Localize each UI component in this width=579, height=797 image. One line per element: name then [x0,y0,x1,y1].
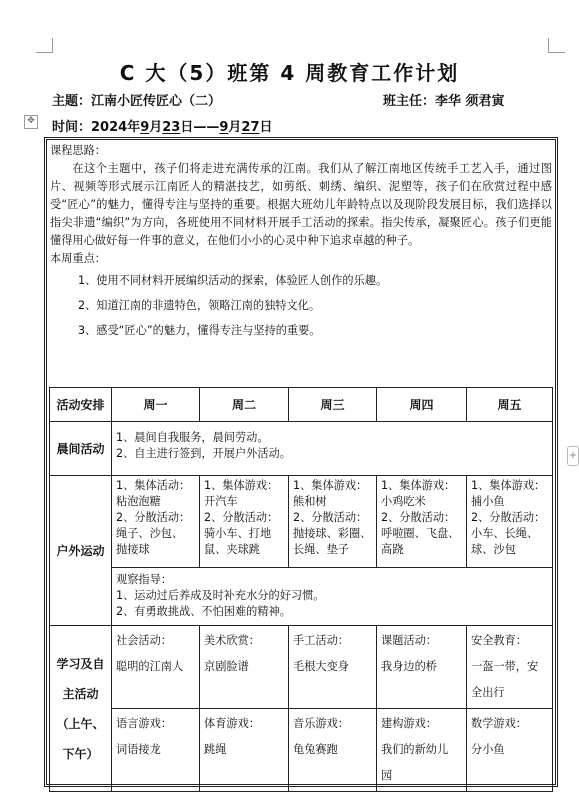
outdoor-day-cell [467,476,553,568]
move-handle-icon[interactable]: ✥ [24,115,38,129]
cell-line: 课题活动： [381,634,437,647]
header-cell: 周一 [112,388,200,422]
cell-line: 1、集体游戏： [204,479,279,492]
morning-content [112,422,553,476]
cell-line: 跳绳 [204,743,227,756]
cell-line: 高跷 [381,543,404,556]
focus-heading: 本周重点： [50,252,106,265]
document-title: C 大（5）班第 4 周教育工作计划 [119,61,460,85]
intro-paragraph: 在这个主题中，孩子们将走进充满传承的江南。我们从了解江南地区传统手工艺入手，通过图片、视频等形式展示江南匠人的精湛技艺，如剪纸、刺绣、编织、泥塑等，孩子们在欣赏过程中感受“匠心”的魅力，懂得专注与坚持的重要。根据大班幼儿年龄特点以及现阶段发展目标，我们选择以指尖非遗“编织”为方向，各班使用不同材料开展手工活动的探索。指尖传承，凝聚匠心。孩子们更能懂得用心做好每一件事的意义，在他们小小的心灵中种下追求卓越的种子。 [50,162,552,247]
row-head: 户外运动 [50,476,112,626]
cell-line: 绳子、沙包、 [116,527,184,540]
header-cell: 周五 [467,388,553,422]
crop-mark-top-right [548,38,565,53]
cell-line: 分小鱼 [471,743,505,756]
time-text: 月 [228,120,242,135]
learning-row [50,709,553,792]
morning-row [50,422,553,476]
time-prefix: 时间：2024年 [52,120,141,135]
cell-line: 小鸡吃米 [381,495,426,508]
cell-line: 粘泡泡糖 [116,495,161,508]
cell-line: 聪明的江南人 [116,660,184,673]
time-text: 月 [149,120,163,135]
learning-cell [200,626,289,709]
cell-line: 词语接龙 [116,743,161,756]
cell-line: 数学游戏： [471,717,527,730]
cell-line: 我身边的桥 [381,660,437,673]
cell-line: 球、沙包 [471,543,516,556]
cell-line: 一盔一带，安 [471,660,539,673]
observation-guide [112,568,553,626]
morning-line: 2、自主进行签到，开展户外活动。 [116,447,291,460]
learning-cell [377,709,467,792]
learning-cell [467,626,553,709]
row-head-line: 学习及自 [56,656,105,671]
cell-line: 1、集体游戏： [471,479,546,492]
cell-line: 开汽车 [204,495,238,508]
cell-line: 安全教育： [471,634,527,647]
cell-line: 1、集体活动： [116,479,191,492]
theme-label: 主题：江南小匠传匠心（二） [52,94,222,109]
cell-line: 毛根大变身 [293,660,349,673]
focus-item: 2、知道江南的非遗特色，领略江南的独特文化。 [78,299,321,312]
cell-line: 2、分散活动： [293,511,368,524]
row-head: 晨间活动 [50,422,112,476]
cell-line: 手工活动： [293,634,349,647]
cell-line: 呼啦圈、飞盘、 [381,527,460,540]
row-head-line: 下午） [62,746,99,761]
start-month: 9 [140,120,150,135]
cell-line: 语言游戏： [116,717,172,730]
course-intro [50,142,552,343]
outdoor-day-cell [377,476,467,568]
header-cell: 周二 [200,388,289,422]
outdoor-day-cell [200,476,289,568]
header-cell: 周三 [289,388,377,422]
cell-line: 抛接球 [116,543,150,556]
time-label [52,116,273,135]
time-text: 日 [259,120,273,135]
row-head-line: （上午、 [56,716,105,731]
cell-line: 抛接球、彩圈、 [293,527,372,540]
cell-line: 音乐游戏： [293,717,349,730]
guide-line: 2、有勇敢挑战、不怕困难的精神。 [116,605,291,618]
cell-line: 园 [381,769,393,782]
cell-line: 美术欣赏： [204,634,260,647]
guide-line: 1、运动过后养成及时补充水分的好习惯。 [116,589,325,602]
header-cell: 活动安排 [50,388,112,422]
header-cell: 周四 [377,388,467,422]
end-month: 9 [219,120,229,135]
cell-line: 捕小鱼 [471,495,505,508]
table-header-row [50,388,553,422]
start-day: 23 [162,120,181,135]
cell-line: 鼠、夹球跳 [204,543,260,556]
schedule-table [49,387,553,792]
cell-line: 骑小车、打地 [204,527,272,540]
cell-line: 龟兔赛跑 [293,743,338,756]
row-head [50,626,112,792]
learning-cell [200,709,289,792]
crop-mark-top-left [36,38,53,53]
cell-line: 2、分散活动： [116,511,191,524]
learning-cell [112,709,200,792]
cell-line: 全出行 [471,686,505,699]
learning-cell [289,626,377,709]
cell-line: 体育游戏： [204,717,260,730]
cell-line: 建构游戏： [381,717,437,730]
cell-line: 我们的新幼儿 [381,743,449,756]
cell-line: 熊和树 [293,495,327,508]
plus-icon[interactable]: + [567,446,579,466]
outdoor-guide-row [50,568,553,626]
focus-item: 3、感受“匠心”的魅力，懂得专注与坚持的重要。 [78,324,321,337]
intro-heading: 课程思路： [50,144,106,157]
learning-cell [112,626,200,709]
cell-line: 2、分散活动： [204,511,279,524]
learning-row [50,626,553,709]
learning-cell [377,626,467,709]
teacher-label: 班主任：李华 须君寅 [383,94,505,109]
outdoor-day-cell [112,476,200,568]
outdoor-row [50,476,553,568]
end-day: 27 [241,120,260,135]
cell-line: 小车、长绳、 [471,527,539,540]
cell-line: 京剧脸谱 [204,660,249,673]
outdoor-day-cell [289,476,377,568]
cell-line: 社会活动： [116,634,172,647]
cell-line: 长绳、垫子 [293,543,349,556]
learning-cell [289,709,377,792]
guide-line: 观察指导： [116,573,172,586]
cell-line: 2、分散活动： [471,511,546,524]
row-head-line: 主活动 [62,686,99,701]
focus-item: 1、使用不同材料开展编织活动的探索，体验匠人创作的乐趣。 [78,274,388,287]
learning-cell [467,709,553,792]
cell-line: 1、集体游戏： [293,479,368,492]
cell-line: 1、集体游戏： [381,479,456,492]
cell-line: 2、分散活动： [381,511,456,524]
time-text: 日—— [180,120,220,135]
morning-line: 1、晨间自我服务，晨间劳动。 [116,431,269,444]
